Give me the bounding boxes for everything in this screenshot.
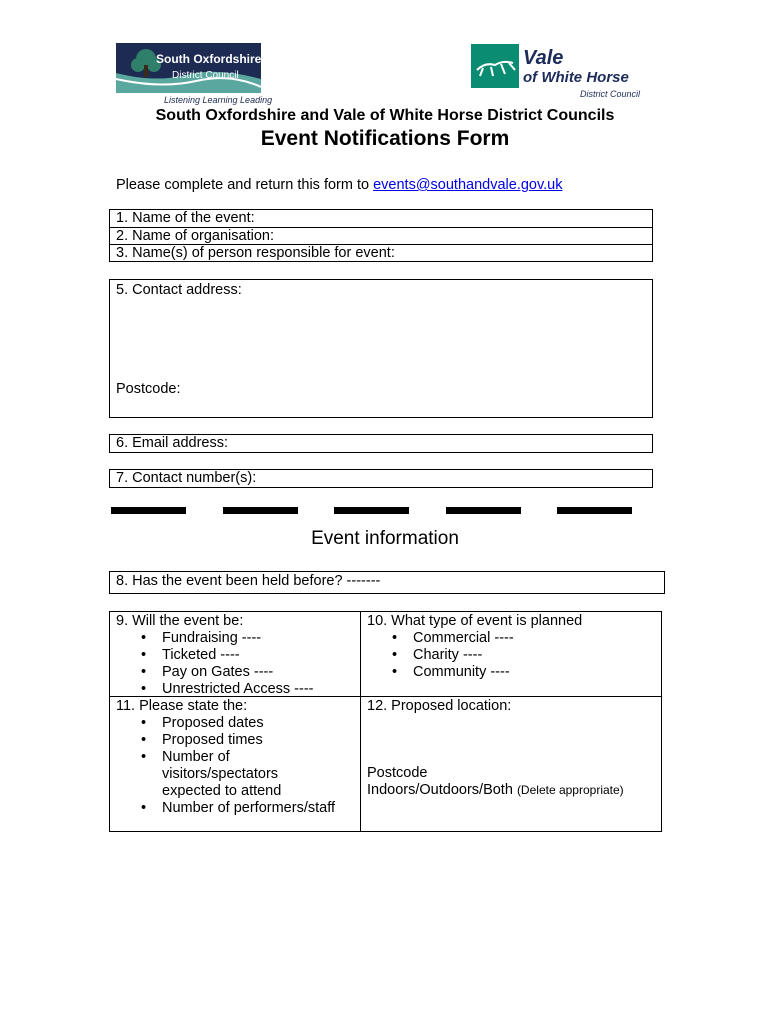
q10-label: 10. What type of event is planned (367, 613, 583, 629)
separator-dash (223, 507, 298, 514)
q12-indoors: Indoors/Outdoors/Both (367, 782, 513, 798)
q11-item-dates: • Proposed dates (116, 715, 356, 732)
logo-name-line2: District Council (172, 70, 239, 81)
event-type-cell[interactable] (116, 613, 356, 698)
separator-dash (446, 507, 521, 514)
form-title: Event Notifications Form (260, 127, 510, 150)
q10-options (367, 630, 657, 681)
separator-dash (111, 507, 186, 514)
separator-dash (557, 507, 632, 514)
logo-tagline: Listening Learning Leading (164, 95, 273, 105)
q10-option-commercial[interactable]: • Commercial ---- (367, 630, 657, 647)
q9-options (116, 630, 356, 698)
q9-option-ticketed[interactable]: • Ticketed ---- (116, 647, 356, 664)
tree-river-icon (116, 43, 261, 93)
q11-options (116, 715, 356, 817)
q12-postcode: Postcode (367, 765, 428, 781)
contact-address-box[interactable] (109, 279, 653, 418)
event-name-field[interactable]: 1. Name of the event: (110, 210, 652, 228)
q9-label: 9. Will the event be: (116, 613, 244, 629)
q12-delete-note: (Delete appropriate) (516, 783, 624, 797)
event-category-cell[interactable] (367, 613, 657, 681)
q12-label: 12. Proposed location: (367, 698, 512, 714)
event-location-cell[interactable] (367, 698, 657, 828)
held-before-label: 8. Has the event been held before? ------- (116, 573, 381, 589)
q9-option-fundraising[interactable]: • Fundraising ---- (116, 630, 356, 647)
held-before-field[interactable] (109, 571, 665, 594)
q11-label: 11. Please state the: (116, 698, 248, 714)
email-address-field[interactable] (109, 434, 653, 453)
intro-line (116, 177, 563, 194)
separator-dash (334, 507, 409, 514)
organisation-field[interactable]: 2. Name of organisation: (110, 228, 652, 245)
contact-number-label: 7. Contact number(s): (116, 470, 257, 486)
q11-item-visitors: • Number of visitors/spectators expected to attend (116, 749, 312, 800)
vale-logo (471, 44, 661, 102)
email-link[interactable]: events@southandvale.gov.uk (373, 177, 563, 193)
event-details-table (109, 611, 662, 832)
contact-address-label: 5. Contact address: (116, 282, 242, 298)
intro-text: Please complete and return this form to (116, 177, 374, 193)
logo-name-line1: South Oxfordshire (156, 52, 262, 66)
white-horse-icon (471, 44, 519, 88)
q11-item-times: • Proposed times (116, 732, 356, 749)
postcode-label: Postcode: (116, 381, 181, 397)
basic-details-box (109, 209, 653, 262)
contact-number-field[interactable] (109, 469, 653, 488)
q11-item-performers: • Number of performers/staff (116, 800, 356, 817)
org-title: South Oxfordshire and Vale of White Horse District Councils (155, 107, 615, 124)
event-info-heading: Event information (311, 528, 459, 549)
vale-logo-line2: of White Horse (523, 69, 629, 86)
vale-logo-line3: District Council (580, 89, 641, 99)
vale-logo-line1: Vale (523, 47, 564, 69)
event-schedule-cell[interactable] (116, 698, 356, 817)
q10-option-charity[interactable]: • Charity ---- (367, 647, 657, 664)
email-address-label: 6. Email address: (116, 435, 229, 451)
table-vertical-divider (360, 612, 361, 831)
south-oxfordshire-logo (116, 43, 273, 107)
q9-option-pay-on-gates[interactable]: • Pay on Gates ---- (116, 664, 356, 681)
q10-option-community[interactable]: • Community ---- (367, 664, 657, 681)
responsible-person-field[interactable]: 3. Name(s) of person responsible for event: (116, 245, 395, 261)
q12-indoors-line (367, 782, 624, 799)
q9-option-unrestricted[interactable]: • Unrestricted Access ---- (116, 681, 356, 698)
